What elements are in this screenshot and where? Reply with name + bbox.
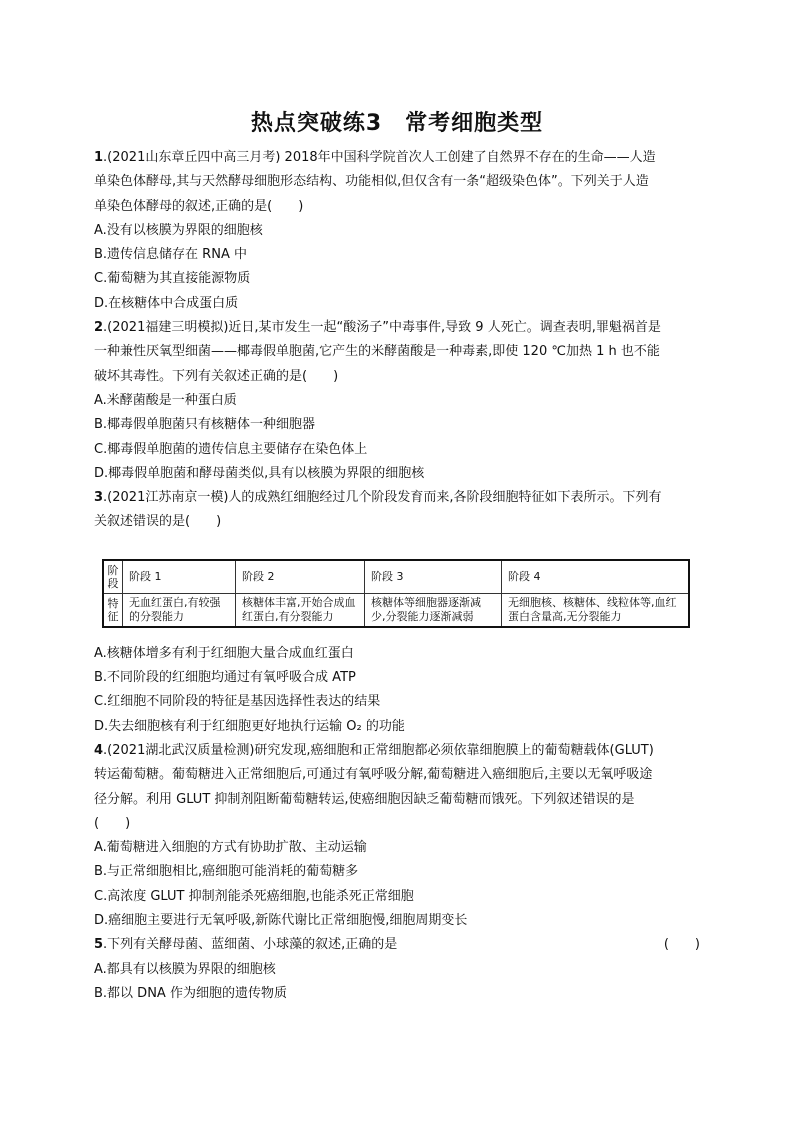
question-source: .(2021江苏南京一模) <box>103 490 229 506</box>
table-header-cell: 阶段 <box>103 560 123 594</box>
question-stem-line: 5.下列有关酵母菌、蓝细菌、小球藻的叙述,正确的是 ( ) <box>94 933 700 957</box>
question-3 <box>94 486 700 739</box>
option-b[interactable]: B.遗传信息储存在 RNA 中 <box>94 247 247 263</box>
option-a[interactable]: A.核糖体增多有利于红细胞大量合成血红蛋白 <box>94 645 354 661</box>
option-a[interactable]: A.葡萄糖进入细胞的方式有协助扩散、主动运输 <box>94 840 367 856</box>
option-a[interactable]: A.没有以核膜为界限的细胞核 <box>94 222 263 238</box>
question-stem-line: 关叙述错误的是( ) <box>94 514 222 530</box>
option-b[interactable]: B.都以 DNA 作为细胞的遗传物质 <box>94 985 287 1001</box>
question-source: .(2021湖北武汉质量检测) <box>103 742 255 758</box>
option-b[interactable]: B.与正常细胞相比,癌细胞可能消耗的葡萄糖多 <box>94 864 359 880</box>
question-5 <box>94 933 700 1006</box>
option-c[interactable]: C.高浓度 GLUT 抑制剂能杀死癌细胞,也能杀死正常细胞 <box>94 888 414 904</box>
question-number: 2 <box>94 320 104 336</box>
stage-table <box>102 559 690 628</box>
question-stem-line: 2.(2021福建三明模拟)近日,某市发生一起“酸汤子”中毒事件,导致 9 人死亡。调查表明,罪魁祸首是 <box>94 320 661 336</box>
question-source: .(2021福建三明模拟) <box>103 320 229 336</box>
page-title: 热点突破练3 常考细胞类型 <box>250 111 544 136</box>
question-stem-line: 转运葡萄糖。葡萄糖进入正常细胞后,可通过有氧呼吸分解,葡萄糖进入癌细胞后,主要以无氧呼吸途 <box>94 767 653 783</box>
table-cell: 阶段 2 <box>236 560 365 594</box>
question-stem-line: 单染色体酵母,其与天然酵母细胞形态结构、功能相似,但仅含有一条“超级染色体”。下列关于人造 <box>94 174 649 190</box>
answer-paren: ( ) <box>663 937 700 953</box>
question-2 <box>94 316 700 486</box>
answer-paren: ( ) <box>94 815 131 831</box>
question-stem-line: 4.(2021湖北武汉质量检测)研究发现,癌细胞和正常细胞都必须依靠细胞膜上的葡萄糖载体(GLUT) <box>94 742 654 758</box>
table-cell: 阶段 4 <box>502 560 690 594</box>
question-list <box>94 146 700 1006</box>
question-stem-line: 破坏其毒性。下列有关叙述正确的是( ) <box>94 368 339 384</box>
option-a[interactable]: A.米酵菌酸是一种蛋白质 <box>94 392 237 408</box>
question-number: 4 <box>94 742 104 758</box>
table-header-cell: 特征 <box>103 593 123 627</box>
option-d[interactable]: D.失去细胞核有利于红细胞更好地执行运输 O₂ 的功能 <box>94 718 405 734</box>
option-d[interactable]: D.在核糖体中合成蛋白质 <box>94 295 239 311</box>
question-stem-line: 1.(2021山东章丘四中高三月考) 2018年中国科学院首次人工创建了自然界不存在的生命——人造 <box>94 150 656 165</box>
question-number: 3 <box>94 490 104 506</box>
option-c[interactable]: C.椰毒假单胞菌的遗传信息主要储存在染色体上 <box>94 441 368 457</box>
question-number: 5 <box>94 937 104 953</box>
option-b[interactable]: B.不同阶段的红细胞均通过有氧呼吸合成 ATP <box>94 670 356 686</box>
question-source: .(2021山东章丘四中高三月考) <box>103 150 281 165</box>
question-stem-line: 3.(2021江苏南京一模)人的成熟红细胞经过几个阶段发育而来,各阶段细胞特征如下表所示。下列有 <box>94 490 662 506</box>
option-a[interactable]: A.都具有以核膜为界限的细胞核 <box>94 961 276 977</box>
question-stem-line: 单染色体酵母的叙述,正确的是( ) <box>94 198 304 214</box>
question-4 <box>94 739 700 933</box>
question-stem-line: 径分解。利用 GLUT 抑制剂阻断葡萄糖转运,使癌细胞因缺乏葡萄糖而饿死。下列叙述错误的是 <box>94 791 635 807</box>
table-cell: 阶段 3 <box>365 560 502 594</box>
table-cell: 无细胞核、核糖体、线粒体等,血红蛋白含量高,无分裂能力 <box>502 593 690 627</box>
table-cell: 阶段 1 <box>123 560 236 594</box>
stage-table-wrapper <box>94 559 700 628</box>
question-stem-line: 一种兼性厌氧型细菌——椰毒假单胞菌,它产生的米酵菌酸是一种毒素,即使 120 ℃加热 1 h 也不能 <box>94 344 660 360</box>
option-c[interactable]: C.葡萄糖为其直接能源物质 <box>94 271 251 287</box>
option-b[interactable]: B.椰毒假单胞菌只有核糖体一种细胞器 <box>94 417 316 433</box>
table-row <box>103 593 689 627</box>
table-cell: 核糖体等细胞器逐渐减少,分裂能力逐渐减弱 <box>365 593 502 627</box>
table-row <box>103 560 689 594</box>
option-d[interactable]: D.椰毒假单胞菌和酵母菌类似,具有以核膜为界限的细胞核 <box>94 465 425 481</box>
table-cell: 核糖体丰富,开始合成血红蛋白,有分裂能力 <box>236 593 365 627</box>
option-d[interactable]: D.癌细胞主要进行无氧呼吸,新陈代谢比正常细胞慢,细胞周期变长 <box>94 913 468 929</box>
question-number: 1 <box>94 150 104 165</box>
table-cell: 无血红蛋白,有较强的分裂能力 <box>123 593 236 627</box>
option-c[interactable]: C.红细胞不同阶段的特征是基因选择性表达的结果 <box>94 694 381 710</box>
question-1 <box>94 146 700 316</box>
